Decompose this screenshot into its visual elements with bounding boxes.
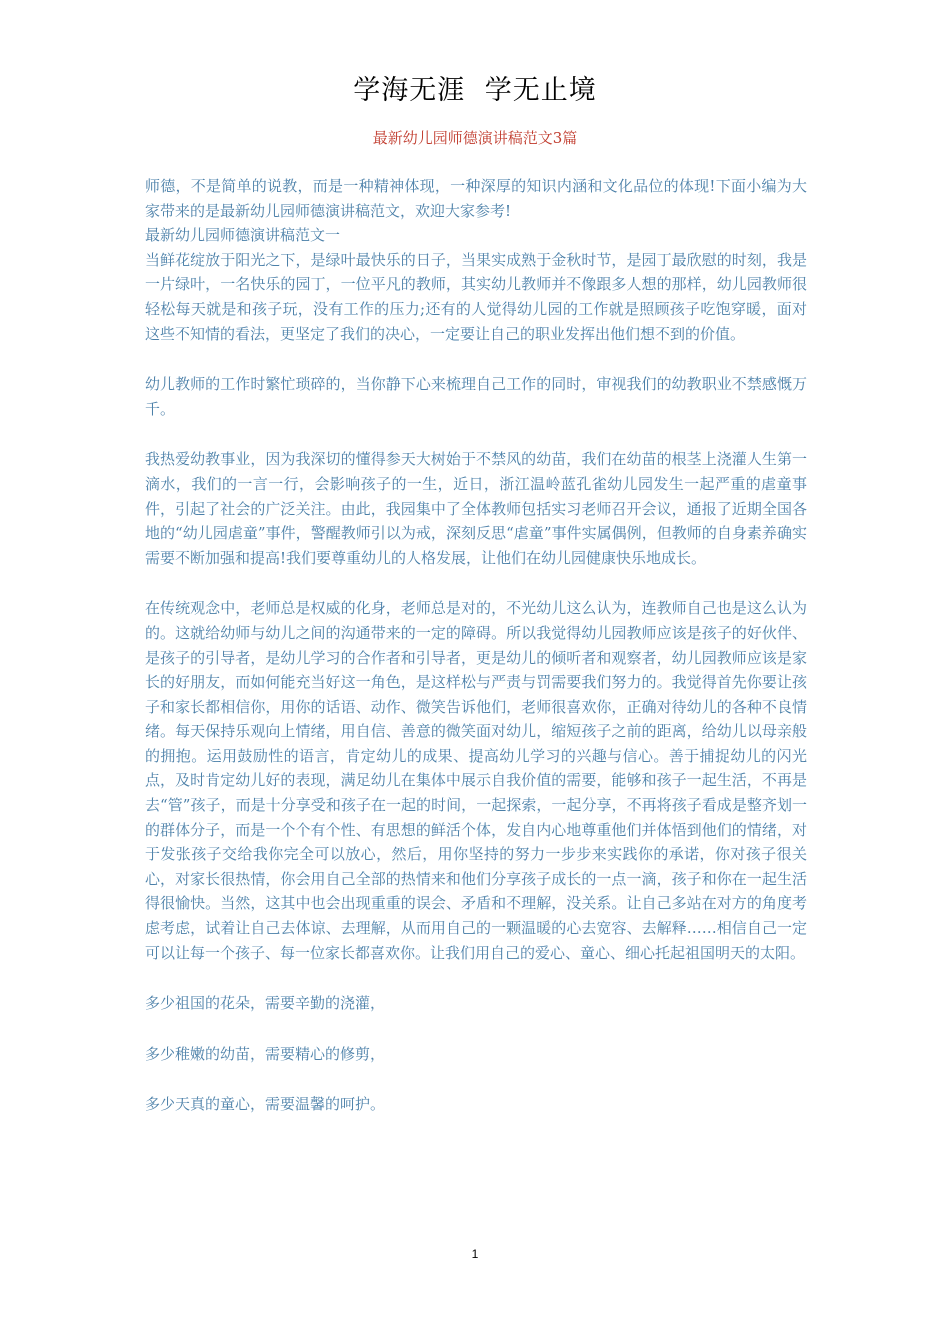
paragraph-intro: 师德，不是简单的说教，而是一种精神体现，一种深厚的知识内涵和文化品位的体现!下面小编为大家带来的是最新幼儿园师德演讲稿范文，欢迎大家参考! <box>145 177 807 220</box>
header-motto: 学海无涯 学无止境 <box>353 75 597 106</box>
section-heading: 最新幼儿园师德演讲稿范文一 <box>145 226 341 245</box>
paragraph: 幼儿教师的工作时繁忙琐碎的，当你静下心来梳理自己工作的同时，审视我们的幼教职业不禁感慨万千。 <box>145 375 807 418</box>
document-body <box>145 174 807 1117</box>
page-number: 1 <box>471 1247 479 1261</box>
paragraph: 在传统观念中，老师总是权威的化身，老师总是对的，不光幼儿这么认为，连教师自己也是这么认为的。这就给幼师与幼儿之间的沟通带来的一定的障碍。所以我觉得幼儿园教师应该是孩子的好伙伴、是孩子的引导者，是幼儿学习的合作者和引导者，更是幼儿的倾听者和观察者，幼儿园教师应该是家长的好朋友，而如何能充当好这一角色，是这样松与严责与罚需要我们努力的。我觉得首先你要让孩子和家长都相信你，用你的话语、动作、微笑告诉他们，老师很喜欢你，正确对待幼儿的各种不良情绪。每天保持乐观向上情绪，用自信、善意的微笑面对幼儿，缩短孩子之前的距离，给幼儿以母亲般的拥抱。运用鼓励性的语言，肯定幼儿的成果、提高幼儿学习的兴趣与信心。善于捕捉幼儿的闪光点，及时肯定幼儿好的表现，满足幼儿在集体中展示自我价值的需要，能够和孩子一起生活，不再是去“管”孩子，而是十分享受和孩子在一起的时间，一起探索，一起分享，不再将孩子看成是整齐划一的群体分子，而是一个个有个性、有思想的鲜活个体，发自内心地尊重他们并体悟到他们的情绪，对于发张孩子交给我你完全可以放心，然后，用你坚持的努力一步步来实践你的承诺，你对孩子很关心，对家长很热情，你会用自己全部的热情来和他们分享孩子成长的一点一滴，孩子和你在一起生活得很愉快。当然，这其中也会出现重重的误会、矛盾和不理解，没关系。让自己多站在对方的角度考虑考虑，试着让自己去体谅、去理解，从而用自己的一颗温暖的心去宽容、去解释……相信自己一定可以让每一个孩子、每一位家长都喜欢你。让我们用自己的爱心、童心、细心托起祖国明天的太阳。 <box>145 599 807 962</box>
document-title: 最新幼儿园师德演讲稿范文3篇 <box>372 129 578 147</box>
verse-line: 多少天真的童心，需要温馨的呵护。 <box>145 1095 386 1114</box>
verse-line: 多少祖国的花朵，需要辛勤的浇灌， <box>145 994 386 1013</box>
paragraph: 当鲜花绽放于阳光之下，是绿叶最快乐的日子，当果实成熟于金秋时节，是园丁最欣慰的时刻，我是一片绿叶，一名快乐的园丁，一位平凡的教师，其实幼儿教师并不像跟多人想的那样，幼儿园教师很轻松每天就是和孩子玩，没有工作的压力;还有的人觉得幼儿园的工作就是照顾孩子吃饱穿暖，面对这些不知情的看法，更坚定了我们的决心，一定要让自己的职业发挥出他们想不到的价值。 <box>145 250 807 343</box>
verse-line: 多少稚嫩的幼苗，需要精心的修剪， <box>145 1044 386 1063</box>
paragraph: 我热爱幼教事业，因为我深切的懂得参天大树始于不禁风的幼苗，我们在幼苗的根茎上浇灌人生第一滴水，我们的一言一行，会影响孩子的一生，近日，浙江温岭蓝孔雀幼儿园发生一起严重的虐童事件，引起了社会的广泛关注。由此，我园集中了全体教师包括实习老师召开会议，通报了近期全国各地的“幼儿园虐童”事件，警醒教师引以为戒，深刻反思“虐童”事件实属偶例，但教师的自身素养确实需要不断加强和提高!我们要尊重幼儿的人格发展，让他们在幼儿园健康快乐地成长。 <box>145 450 807 567</box>
